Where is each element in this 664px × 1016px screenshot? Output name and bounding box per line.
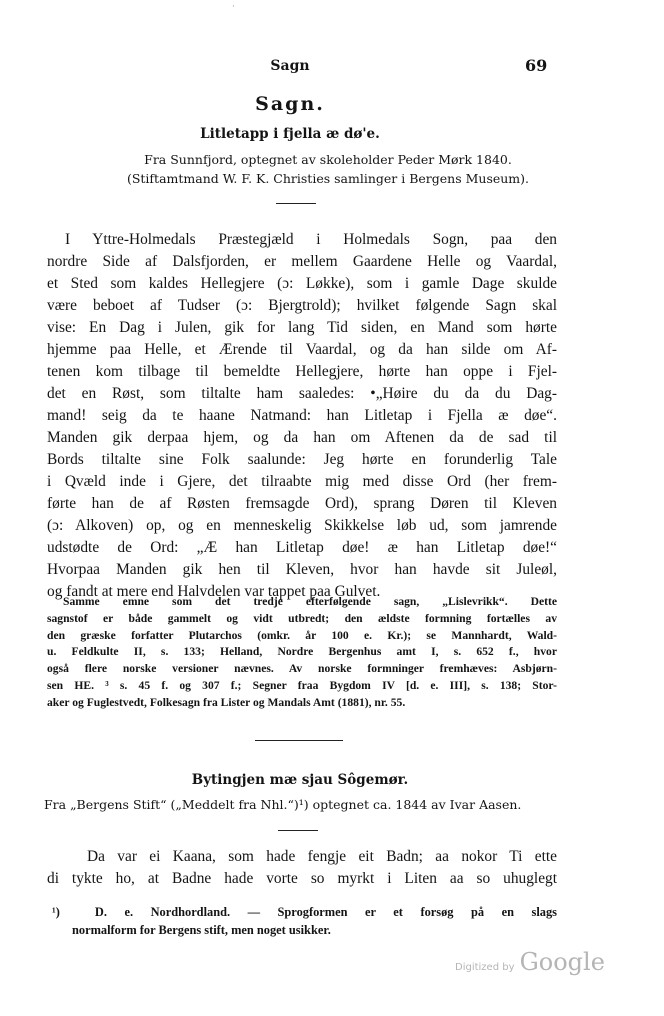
watermark-prefix: Digitized by xyxy=(455,962,515,973)
note-line: u. Feldkulte II, s. 133; Helland, Nordre Bergenhus amt I, s. 652 f., hvor xyxy=(47,645,557,659)
body-line: et Sted som kaldes Hellegjere (ɔ: Løkke), som i gamle Dage skulde xyxy=(47,275,557,292)
footnote-text: D. e. Nordhordland. — Sprogformen er et forsøg på en slags xyxy=(94,905,557,919)
body-line: det en Røst, som tiltalte ham saaledes: •„Høire du da du Dag- xyxy=(47,385,557,402)
divider-short-2 xyxy=(278,830,318,831)
story2-title: Bytingjen mæ sjau Sôgemør. xyxy=(191,772,409,788)
divider-long xyxy=(255,740,343,741)
note-line: sen HE. ³ s. 45 f. og 307 f.; Segner fraa Bygdom IV [d. e. III], s. 138; Stor- xyxy=(47,678,557,692)
body-line: Hvorpaa Manden gik hen til Kleven, hvor han havde sit Juleøl, xyxy=(47,561,557,578)
body-line: vise: En Dag i Julen, gik for lang Tid siden, en Mand som hørte xyxy=(47,319,557,336)
body-line: hjemme paa Helle, et Ærende til Vaardal, og da han silde om Af- xyxy=(47,341,557,358)
page-number: 69 xyxy=(525,56,548,75)
running-title: Sagn xyxy=(270,58,310,74)
story1-source-line-2: (Stiftamtmand W. F. K. Christies samlinger i Bergens Museum). xyxy=(126,171,530,186)
note-line: aker og Fuglestvedt, Folkesagn fra Lister og Mandals Amt (1881), nr. 55. xyxy=(47,695,406,709)
body-line: og fandt at mere end Halvdelen var tappet paa Gulvet. xyxy=(47,583,381,600)
note-line: den græske forfatter Plutarchos (omkr. år 100 e. Kr.); se Mannhardt, Wald- xyxy=(47,628,557,642)
body-line: di tykte ho, at Badne hade vorte so myrkt i Liten aa so uhuglegt xyxy=(47,870,557,887)
google-logo-text: Google xyxy=(519,948,605,976)
body-line: Manden gik derpaa hjem, og da han om Aftenen da de sad til xyxy=(47,429,557,446)
story1-body xyxy=(47,229,557,603)
story1-source-line-1: Fra Sunnfjord, optegnet av skoleholder Peder Mørk 1840. xyxy=(144,152,512,167)
body-line: Da var ei Kaana, som hade fengje eit Badn; aa nokor Ti ette xyxy=(87,848,557,865)
body-line: mand! seig da te haane Natmand: han Litletap i Fjella æ døe“. xyxy=(47,407,557,424)
footnote xyxy=(52,903,557,939)
footnote-line: normalform for Bergens stift, men noget usikker. xyxy=(72,923,331,937)
body-line: være beboet af Tudser (ɔ: Bjergtrold); hvilket følgende Sagn skal xyxy=(47,297,557,314)
body-line: nordre Side af Dalsfjorden, er mellem Gaardene Helle og Vaardal, xyxy=(47,253,557,270)
divider-short xyxy=(276,203,316,204)
story1-note xyxy=(47,594,557,712)
body-line: udstødte de Ord: „Æ han Litletap døe! æ han Litletap døe!“ xyxy=(47,539,557,556)
footnote-marker: ¹) xyxy=(52,905,60,919)
body-line: Bords tiltalte sine Folk saalunde: Jeg hørte en forunderlig Tale xyxy=(47,451,557,468)
story2-source: Fra „Bergens Stift“ („Meddelt fra Nhl.“)¹) optegnet ca. 1844 av Ivar Aasen. xyxy=(44,797,522,812)
top-mark: · xyxy=(232,2,235,12)
body-line: tenen kom tilbage til bemeldte Hellegjere, hørte han oppe i Fjel- xyxy=(47,363,557,380)
body-line: I Yttre-Holmedals Præstegjæld i Holmedals Sogn, paa den xyxy=(65,231,557,248)
note-line: også flere norske versioner nævnes. Av norske formninger fremhæves: Asbjørn- xyxy=(47,662,557,676)
story2-body xyxy=(47,846,557,890)
body-line: (ɔ: Alkoven) op, og en menneskelig Skikkelse løb ud, som jamrende xyxy=(47,517,557,534)
footnote-line xyxy=(52,903,557,921)
body-line: førte han de af Røsten fremsagde Ord), sprang Døren til Kleven xyxy=(47,495,557,512)
digitized-watermark xyxy=(455,948,605,976)
note-line: sagnstof er både gammelt og vidt utbredt; den ældste formning fortælles av xyxy=(47,611,557,625)
note-line: Samme emne som det tredje efterfølgende sagn, „Lislevrikk“. Dette xyxy=(63,595,557,608)
section-title: Sagn. xyxy=(255,93,325,115)
body-line: i Qvæld inde i Gjere, det tilraabte mig med disse Ord (her frem- xyxy=(47,473,557,490)
story1-title: Litletapp i fjella æ dø'e. xyxy=(200,126,380,142)
